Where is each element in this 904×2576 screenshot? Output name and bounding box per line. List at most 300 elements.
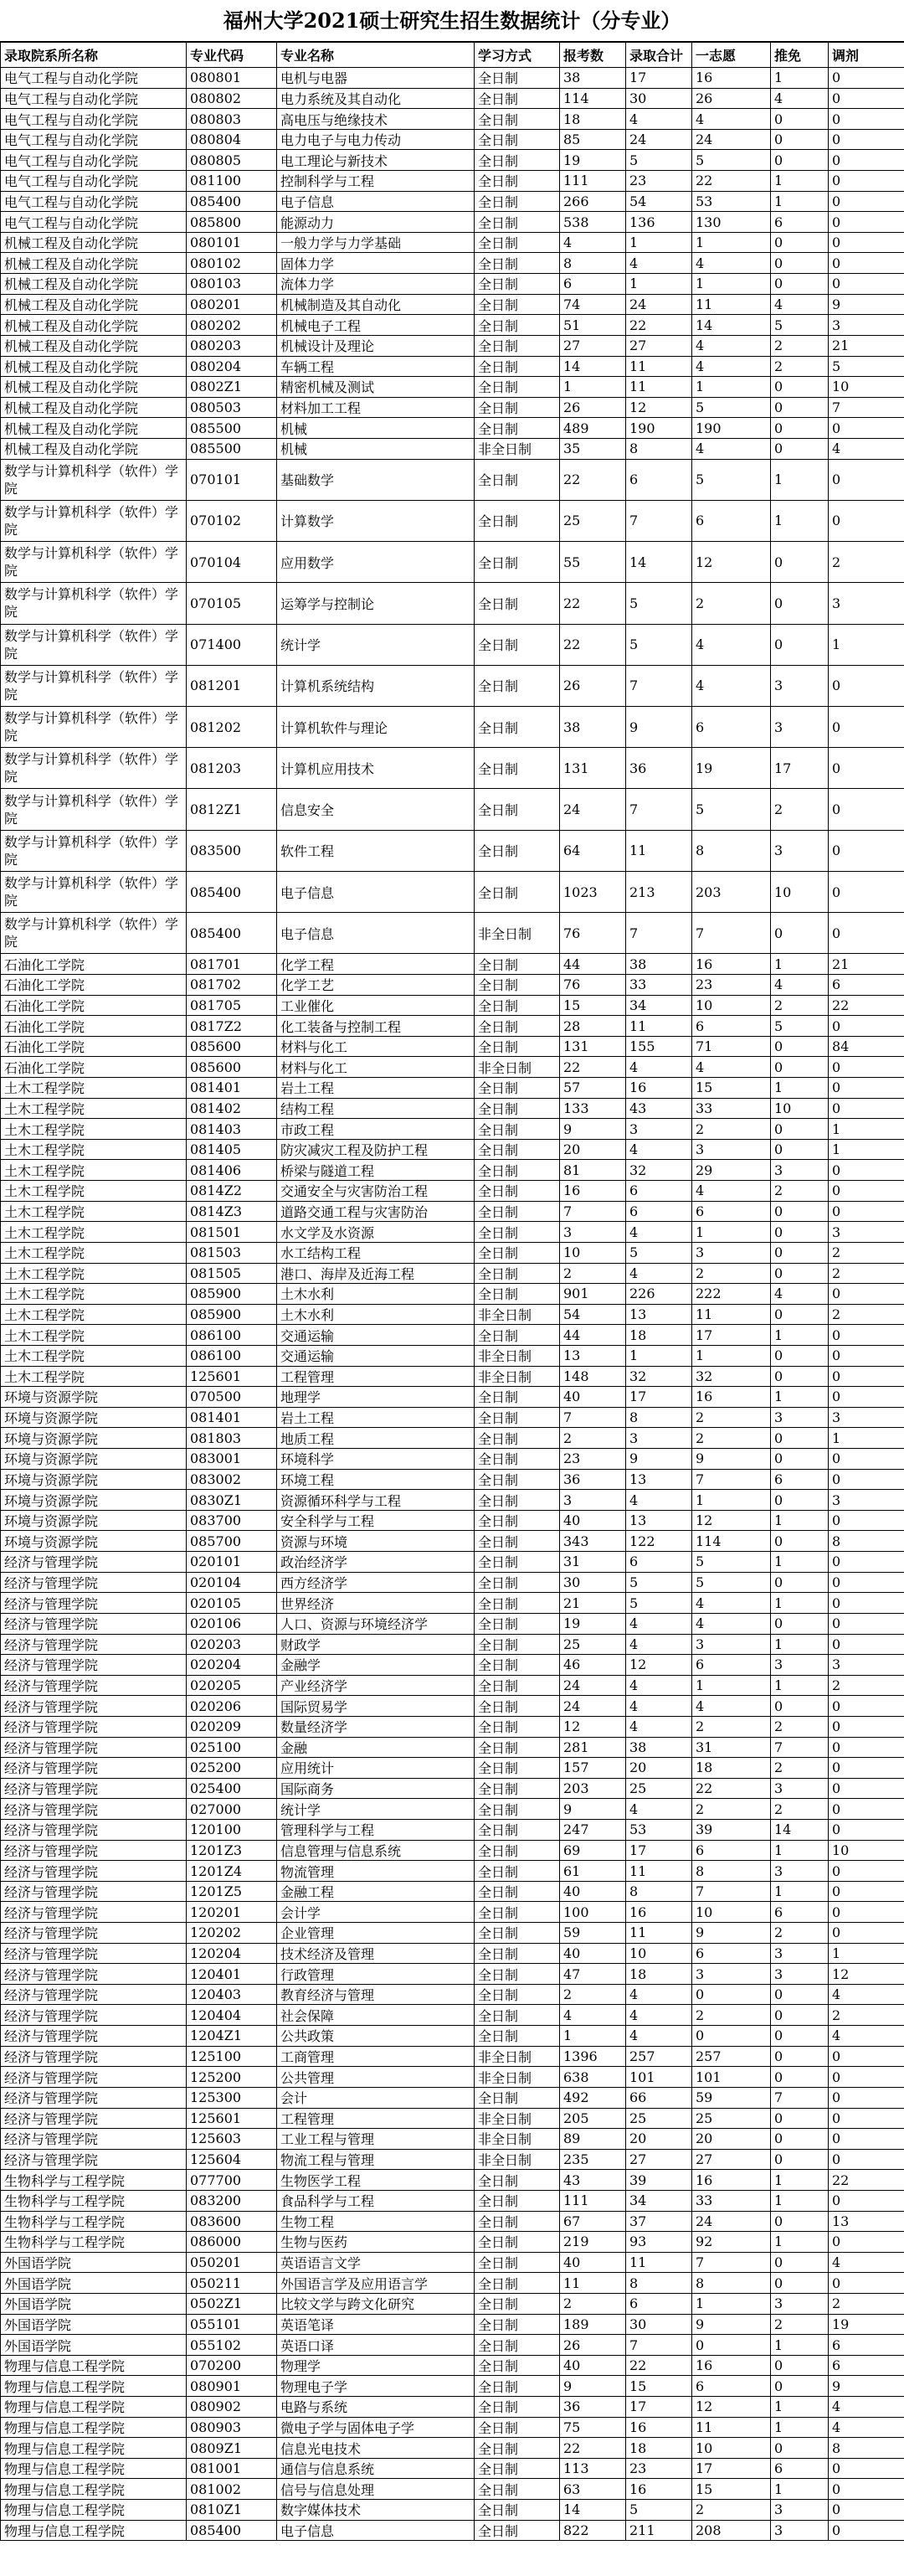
cell-major-code: 120100 bbox=[187, 1819, 277, 1840]
cell-major-code: 071400 bbox=[187, 624, 277, 665]
cell-major-code: 125604 bbox=[187, 2149, 277, 2170]
cell-study-mode: 全日制 bbox=[475, 294, 560, 315]
cell-admitted-total: 13 bbox=[626, 1304, 692, 1325]
cell-major-name: 产业经济学 bbox=[277, 1675, 475, 1696]
cell-applicants: 40 bbox=[560, 1943, 626, 1964]
cell-major-name: 地理学 bbox=[277, 1387, 475, 1408]
cell-department: 数学与计算机科学（软件）学院 bbox=[1, 789, 187, 830]
cell-transfer: 0 bbox=[829, 500, 904, 541]
cell-department: 经济与管理学院 bbox=[1, 1861, 187, 1882]
cell-major-name: 数字媒体技术 bbox=[277, 2500, 475, 2521]
cell-study-mode: 全日制 bbox=[475, 830, 560, 871]
cell-recommended: 0 bbox=[771, 129, 829, 150]
cell-recommended: 0 bbox=[771, 1696, 829, 1717]
cell-first-choice: 3 bbox=[692, 1139, 771, 1160]
cell-applicants: 25 bbox=[560, 500, 626, 541]
table-row bbox=[1, 1181, 904, 1202]
cell-recommended: 0 bbox=[771, 1057, 829, 1078]
cell-major-name: 岩土工程 bbox=[277, 1078, 475, 1099]
cell-study-mode: 全日制 bbox=[475, 1119, 560, 1140]
cell-applicants: 111 bbox=[560, 171, 626, 192]
cell-major-code: 081705 bbox=[187, 995, 277, 1016]
cell-transfer: 3 bbox=[829, 1655, 904, 1676]
cell-applicants: 113 bbox=[560, 2458, 626, 2479]
cell-transfer: 0 bbox=[829, 2087, 904, 2108]
cell-major-name: 统计学 bbox=[277, 624, 475, 665]
cell-study-mode: 全日制 bbox=[475, 1716, 560, 1737]
cell-department: 电气工程与自动化学院 bbox=[1, 171, 187, 192]
cell-applicants: 6 bbox=[560, 274, 626, 295]
cell-admitted-total: 22 bbox=[626, 315, 692, 336]
cell-major-name: 西方经济学 bbox=[277, 1572, 475, 1593]
cell-major-code: 125300 bbox=[187, 2087, 277, 2108]
cell-admitted-total: 6 bbox=[626, 1201, 692, 1222]
cell-applicants: 2 bbox=[560, 2294, 626, 2315]
cell-first-choice: 3 bbox=[692, 1242, 771, 1263]
cell-department: 石油化工学院 bbox=[1, 975, 187, 996]
cell-recommended: 0 bbox=[771, 1345, 829, 1366]
cell-applicants: 22 bbox=[560, 459, 626, 500]
cell-major-code: 081202 bbox=[187, 706, 277, 747]
table-row bbox=[1, 2294, 904, 2315]
cell-department: 土木工程学院 bbox=[1, 1242, 187, 1263]
cell-major-code: 020106 bbox=[187, 1613, 277, 1634]
cell-applicants: 40 bbox=[560, 1881, 626, 1902]
cell-study-mode: 全日制 bbox=[475, 1778, 560, 1799]
cell-study-mode: 全日制 bbox=[475, 1696, 560, 1717]
cell-transfer: 0 bbox=[829, 1819, 904, 1840]
cell-first-choice: 39 bbox=[692, 1819, 771, 1840]
cell-transfer: 10 bbox=[829, 1840, 904, 1861]
cell-recommended: 0 bbox=[771, 1201, 829, 1222]
cell-study-mode: 全日制 bbox=[475, 954, 560, 975]
cell-major-code: 081701 bbox=[187, 954, 277, 975]
cell-transfer: 0 bbox=[829, 1469, 904, 1490]
cell-study-mode: 全日制 bbox=[475, 1799, 560, 1820]
cell-admitted-total: 122 bbox=[626, 1531, 692, 1552]
cell-major-code: 085500 bbox=[187, 438, 277, 459]
cell-study-mode: 全日制 bbox=[475, 2170, 560, 2191]
cell-major-code: 070200 bbox=[187, 2355, 277, 2376]
cell-first-choice: 20 bbox=[692, 2129, 771, 2150]
table-row bbox=[1, 1284, 904, 1305]
cell-first-choice: 11 bbox=[692, 1304, 771, 1325]
table-row bbox=[1, 2067, 904, 2088]
cell-first-choice: 4 bbox=[692, 665, 771, 706]
cell-admitted-total: 15 bbox=[626, 2376, 692, 2397]
cell-first-choice: 25 bbox=[692, 2108, 771, 2129]
cell-transfer: 0 bbox=[829, 150, 904, 171]
cell-first-choice: 6 bbox=[692, 2376, 771, 2397]
cell-admitted-total: 1 bbox=[626, 232, 692, 253]
cell-transfer: 0 bbox=[829, 88, 904, 109]
cell-transfer: 0 bbox=[829, 2479, 904, 2500]
table-row bbox=[1, 1119, 904, 1140]
cell-study-mode: 全日制 bbox=[475, 2500, 560, 2521]
cell-major-name: 交通运输 bbox=[277, 1325, 475, 1346]
cell-first-choice: 27 bbox=[692, 2149, 771, 2170]
cell-transfer: 12 bbox=[829, 1964, 904, 1985]
cell-transfer: 0 bbox=[829, 232, 904, 253]
table-row bbox=[1, 1531, 904, 1552]
cell-major-name: 会计学 bbox=[277, 1902, 475, 1923]
cell-major-name: 电子信息 bbox=[277, 191, 475, 212]
table-row bbox=[1, 1325, 904, 1346]
cell-study-mode: 全日制 bbox=[475, 1943, 560, 1964]
cell-department: 土木工程学院 bbox=[1, 1078, 187, 1099]
cell-major-code: 081702 bbox=[187, 975, 277, 996]
cell-applicants: 18 bbox=[560, 109, 626, 130]
cell-major-name: 化工装备与控制工程 bbox=[277, 1016, 475, 1037]
cell-first-choice: 1 bbox=[692, 1345, 771, 1366]
table-row bbox=[1, 1304, 904, 1325]
cell-major-code: 080901 bbox=[187, 2376, 277, 2397]
cell-transfer: 9 bbox=[829, 294, 904, 315]
cell-department: 电气工程与自动化学院 bbox=[1, 109, 187, 130]
cell-major-code: 085800 bbox=[187, 212, 277, 233]
cell-department: 电气工程与自动化学院 bbox=[1, 129, 187, 150]
cell-recommended: 0 bbox=[771, 2355, 829, 2376]
cell-applicants: 7 bbox=[560, 1407, 626, 1428]
cell-admitted-total: 10 bbox=[626, 1943, 692, 1964]
cell-applicants: 69 bbox=[560, 1840, 626, 1861]
cell-admitted-total: 7 bbox=[626, 913, 692, 954]
table-row bbox=[1, 871, 904, 912]
cell-admitted-total: 6 bbox=[626, 1552, 692, 1573]
cell-transfer: 0 bbox=[829, 1902, 904, 1923]
cell-first-choice: 5 bbox=[692, 1552, 771, 1573]
cell-major-code: 081405 bbox=[187, 1139, 277, 1160]
table-row bbox=[1, 459, 904, 500]
cell-major-name: 会计 bbox=[277, 2087, 475, 2108]
cell-transfer: 1 bbox=[829, 624, 904, 665]
cell-major-name: 交通安全与灾害防治工程 bbox=[277, 1181, 475, 1202]
cell-study-mode: 全日制 bbox=[475, 171, 560, 192]
cell-transfer: 0 bbox=[829, 789, 904, 830]
cell-admitted-total: 4 bbox=[626, 1634, 692, 1655]
cell-major-name: 工商管理 bbox=[277, 2046, 475, 2067]
cell-study-mode: 全日制 bbox=[475, 1923, 560, 1944]
cell-first-choice: 11 bbox=[692, 2417, 771, 2438]
table-body bbox=[1, 68, 904, 2541]
table-row bbox=[1, 954, 904, 975]
table-row bbox=[1, 1078, 904, 1099]
cell-transfer: 0 bbox=[829, 2046, 904, 2067]
table-row bbox=[1, 1964, 904, 1985]
cell-transfer: 0 bbox=[829, 871, 904, 912]
cell-major-name: 技术经济及管理 bbox=[277, 1943, 475, 1964]
cell-applicants: 89 bbox=[560, 2129, 626, 2150]
cell-major-name: 工程管理 bbox=[277, 1366, 475, 1387]
cell-recommended: 5 bbox=[771, 315, 829, 336]
cell-recommended: 3 bbox=[771, 1964, 829, 1985]
cell-first-choice: 222 bbox=[692, 1284, 771, 1305]
cell-major-code: 081403 bbox=[187, 1119, 277, 1140]
cell-study-mode: 全日制 bbox=[475, 542, 560, 583]
table-row bbox=[1, 418, 904, 439]
cell-major-name: 公共管理 bbox=[277, 2067, 475, 2088]
cell-recommended: 2 bbox=[771, 1716, 829, 1737]
table-row bbox=[1, 1036, 904, 1057]
table-row bbox=[1, 2190, 904, 2211]
cell-transfer: 0 bbox=[829, 1778, 904, 1799]
cell-major-code: 120202 bbox=[187, 1923, 277, 1944]
cell-recommended: 3 bbox=[771, 706, 829, 747]
cell-applicants: 131 bbox=[560, 748, 626, 789]
cell-major-code: 081201 bbox=[187, 665, 277, 706]
table-row bbox=[1, 2149, 904, 2170]
cell-transfer: 6 bbox=[829, 2335, 904, 2356]
table-row bbox=[1, 377, 904, 398]
cell-first-choice: 7 bbox=[692, 1469, 771, 1490]
cell-admitted-total: 13 bbox=[626, 1510, 692, 1531]
cell-admitted-total: 4 bbox=[626, 2005, 692, 2026]
cell-first-choice: 7 bbox=[692, 2252, 771, 2273]
cell-major-code: 083001 bbox=[187, 1449, 277, 1470]
cell-recommended: 2 bbox=[771, 2314, 829, 2335]
cell-applicants: 26 bbox=[560, 2335, 626, 2356]
cell-transfer: 4 bbox=[829, 2417, 904, 2438]
cell-applicants: 22 bbox=[560, 2438, 626, 2459]
cell-department: 物理与信息工程学院 bbox=[1, 2397, 187, 2418]
cell-major-code: 125601 bbox=[187, 2108, 277, 2129]
cell-recommended: 1 bbox=[771, 1840, 829, 1861]
cell-transfer: 4 bbox=[829, 2026, 904, 2047]
cell-first-choice: 18 bbox=[692, 1758, 771, 1779]
cell-first-choice: 22 bbox=[692, 171, 771, 192]
cell-department: 电气工程与自动化学院 bbox=[1, 88, 187, 109]
cell-department: 数学与计算机科学（软件）学院 bbox=[1, 748, 187, 789]
cell-first-choice: 5 bbox=[692, 397, 771, 418]
table-row bbox=[1, 1881, 904, 1902]
cell-transfer: 0 bbox=[829, 1716, 904, 1737]
cell-admitted-total: 4 bbox=[626, 1613, 692, 1634]
cell-first-choice: 53 bbox=[692, 191, 771, 212]
cell-major-name: 水工结构工程 bbox=[277, 1242, 475, 1263]
table-row bbox=[1, 1655, 904, 1676]
cell-recommended: 1 bbox=[771, 954, 829, 975]
cell-recommended: 7 bbox=[771, 2087, 829, 2108]
cell-recommended: 1 bbox=[771, 1552, 829, 1573]
cell-department: 外国语学院 bbox=[1, 2335, 187, 2356]
cell-department: 物理与信息工程学院 bbox=[1, 2417, 187, 2438]
cell-major-name: 通信与信息系统 bbox=[277, 2458, 475, 2479]
cell-admitted-total: 13 bbox=[626, 1469, 692, 1490]
table-row bbox=[1, 2108, 904, 2129]
table-row bbox=[1, 1634, 904, 1655]
cell-department: 环境与资源学院 bbox=[1, 1469, 187, 1490]
cell-transfer: 0 bbox=[829, 1923, 904, 1944]
cell-first-choice: 16 bbox=[692, 1387, 771, 1408]
cell-department: 经济与管理学院 bbox=[1, 1593, 187, 1614]
cell-department: 电气工程与自动化学院 bbox=[1, 68, 187, 89]
cell-major-code: 080103 bbox=[187, 274, 277, 295]
cell-admitted-total: 24 bbox=[626, 294, 692, 315]
cell-recommended: 4 bbox=[771, 1284, 829, 1305]
cell-first-choice: 2 bbox=[692, 1263, 771, 1284]
table-row bbox=[1, 1943, 904, 1964]
cell-recommended: 1 bbox=[771, 2335, 829, 2356]
cell-recommended: 17 bbox=[771, 748, 829, 789]
table-row bbox=[1, 1572, 904, 1593]
cell-major-name: 电力电子与电力传动 bbox=[277, 129, 475, 150]
cell-major-code: 086000 bbox=[187, 2232, 277, 2253]
cell-first-choice: 2 bbox=[692, 1428, 771, 1449]
cell-department: 经济与管理学院 bbox=[1, 1675, 187, 1696]
cell-major-code: 027000 bbox=[187, 1799, 277, 1820]
cell-major-name: 应用数学 bbox=[277, 542, 475, 583]
cell-major-code: 081001 bbox=[187, 2458, 277, 2479]
cell-transfer: 0 bbox=[829, 1345, 904, 1366]
cell-admitted-total: 25 bbox=[626, 2108, 692, 2129]
cell-recommended: 0 bbox=[771, 1613, 829, 1634]
cell-recommended: 1 bbox=[771, 1634, 829, 1655]
cell-applicants: 14 bbox=[560, 2500, 626, 2521]
cell-major-name: 交通运输 bbox=[277, 1345, 475, 1366]
cell-admitted-total: 11 bbox=[626, 830, 692, 871]
cell-study-mode: 全日制 bbox=[475, 2520, 560, 2541]
cell-major-name: 财政学 bbox=[277, 1634, 475, 1655]
cell-admitted-total: 213 bbox=[626, 871, 692, 912]
cell-admitted-total: 20 bbox=[626, 1758, 692, 1779]
cell-major-name: 电路与系统 bbox=[277, 2397, 475, 2418]
cell-department: 物理与信息工程学院 bbox=[1, 2479, 187, 2500]
cell-first-choice: 6 bbox=[692, 706, 771, 747]
cell-transfer: 0 bbox=[829, 2500, 904, 2521]
table-row bbox=[1, 665, 904, 706]
table-row bbox=[1, 1366, 904, 1387]
cell-recommended: 1 bbox=[771, 1675, 829, 1696]
cell-transfer: 1 bbox=[829, 1119, 904, 1140]
cell-study-mode: 全日制 bbox=[475, 2335, 560, 2356]
cell-study-mode: 全日制 bbox=[475, 2087, 560, 2108]
cell-applicants: 901 bbox=[560, 1284, 626, 1305]
cell-study-mode: 全日制 bbox=[475, 1510, 560, 1531]
cell-first-choice: 29 bbox=[692, 1160, 771, 1181]
cell-study-mode: 全日制 bbox=[475, 1593, 560, 1614]
cell-applicants: 22 bbox=[560, 624, 626, 665]
cell-recommended: 4 bbox=[771, 88, 829, 109]
cell-admitted-total: 17 bbox=[626, 2397, 692, 2418]
cell-major-code: 120401 bbox=[187, 1964, 277, 1985]
cell-transfer: 2 bbox=[829, 1304, 904, 1325]
cell-department: 经济与管理学院 bbox=[1, 1552, 187, 1573]
cell-first-choice: 4 bbox=[692, 624, 771, 665]
cell-applicants: 36 bbox=[560, 1469, 626, 1490]
cell-major-name: 信息安全 bbox=[277, 789, 475, 830]
cell-study-mode: 全日制 bbox=[475, 1840, 560, 1861]
cell-department: 环境与资源学院 bbox=[1, 1490, 187, 1511]
table-row bbox=[1, 2417, 904, 2438]
cell-transfer: 2 bbox=[829, 542, 904, 583]
cell-major-code: 080203 bbox=[187, 335, 277, 356]
table-row bbox=[1, 335, 904, 356]
cell-recommended: 0 bbox=[771, 913, 829, 954]
cell-transfer: 0 bbox=[829, 1758, 904, 1779]
cell-major-name: 水文学及水资源 bbox=[277, 1222, 475, 1243]
cell-study-mode: 全日制 bbox=[475, 253, 560, 274]
cell-first-choice: 22 bbox=[692, 1778, 771, 1799]
cell-major-name: 安全科学与工程 bbox=[277, 1510, 475, 1531]
cell-admitted-total: 226 bbox=[626, 1284, 692, 1305]
cell-recommended: 3 bbox=[771, 1160, 829, 1181]
table-row bbox=[1, 1840, 904, 1861]
cell-major-code: 0812Z1 bbox=[187, 789, 277, 830]
cell-major-code: 0817Z2 bbox=[187, 1016, 277, 1037]
cell-department: 物理与信息工程学院 bbox=[1, 2520, 187, 2541]
cell-major-name: 化学工程 bbox=[277, 954, 475, 975]
cell-major-name: 世界经济 bbox=[277, 1593, 475, 1614]
cell-study-mode: 全日制 bbox=[475, 1016, 560, 1037]
cell-applicants: 189 bbox=[560, 2314, 626, 2335]
cell-department: 外国语学院 bbox=[1, 2294, 187, 2315]
cell-study-mode: 全日制 bbox=[475, 706, 560, 747]
cell-major-code: 0502Z1 bbox=[187, 2294, 277, 2315]
cell-first-choice: 2 bbox=[692, 1716, 771, 1737]
cell-recommended: 1 bbox=[771, 2232, 829, 2253]
cell-admitted-total: 7 bbox=[626, 665, 692, 706]
cell-study-mode: 全日制 bbox=[475, 583, 560, 624]
cell-department: 经济与管理学院 bbox=[1, 1840, 187, 1861]
cell-study-mode: 全日制 bbox=[475, 975, 560, 996]
cell-department: 经济与管理学院 bbox=[1, 1655, 187, 1676]
cell-transfer: 7 bbox=[829, 397, 904, 418]
cell-admitted-total: 36 bbox=[626, 748, 692, 789]
cell-applicants: 1 bbox=[560, 2026, 626, 2047]
cell-recommended: 0 bbox=[771, 2149, 829, 2170]
cell-transfer: 2 bbox=[829, 2294, 904, 2315]
cell-recommended: 0 bbox=[771, 2129, 829, 2150]
cell-department: 机械工程及自动化学院 bbox=[1, 397, 187, 418]
cell-major-code: 020105 bbox=[187, 1593, 277, 1614]
cell-transfer: 0 bbox=[829, 2108, 904, 2129]
cell-study-mode: 全日制 bbox=[475, 2232, 560, 2253]
cell-first-choice: 10 bbox=[692, 995, 771, 1016]
cell-first-choice: 1 bbox=[692, 274, 771, 295]
cell-applicants: 9 bbox=[560, 2376, 626, 2397]
cell-major-code: 080801 bbox=[187, 68, 277, 89]
cell-major-code: 125200 bbox=[187, 2067, 277, 2088]
cell-study-mode: 全日制 bbox=[475, 150, 560, 171]
cell-department: 机械工程及自动化学院 bbox=[1, 438, 187, 459]
cell-admitted-total: 190 bbox=[626, 418, 692, 439]
cell-study-mode: 全日制 bbox=[475, 335, 560, 356]
cell-department: 物理与信息工程学院 bbox=[1, 2438, 187, 2459]
cell-major-name: 国际商务 bbox=[277, 1778, 475, 1799]
cell-recommended: 0 bbox=[771, 1984, 829, 2005]
cell-major-name: 比较文学与跨文化研究 bbox=[277, 2294, 475, 2315]
cell-department: 机械工程及自动化学院 bbox=[1, 253, 187, 274]
cell-admitted-total: 6 bbox=[626, 1181, 692, 1202]
cell-major-name: 英语笔译 bbox=[277, 2314, 475, 2335]
cell-first-choice: 257 bbox=[692, 2046, 771, 2067]
cell-major-name: 信息管理与信息系统 bbox=[277, 1840, 475, 1861]
cell-applicants: 11 bbox=[560, 2273, 626, 2294]
cell-department: 土木工程学院 bbox=[1, 1098, 187, 1119]
table-row bbox=[1, 2376, 904, 2397]
cell-first-choice: 9 bbox=[692, 2314, 771, 2335]
cell-admitted-total: 5 bbox=[626, 150, 692, 171]
table-row bbox=[1, 542, 904, 583]
cell-study-mode: 全日制 bbox=[475, 88, 560, 109]
table-header-row bbox=[1, 43, 904, 68]
cell-major-name: 英语口译 bbox=[277, 2335, 475, 2356]
cell-recommended: 3 bbox=[771, 830, 829, 871]
cell-department: 数学与计算机科学（软件）学院 bbox=[1, 665, 187, 706]
cell-admitted-total: 4 bbox=[626, 2026, 692, 2047]
cell-major-code: 081402 bbox=[187, 1098, 277, 1119]
table-row bbox=[1, 2211, 904, 2232]
